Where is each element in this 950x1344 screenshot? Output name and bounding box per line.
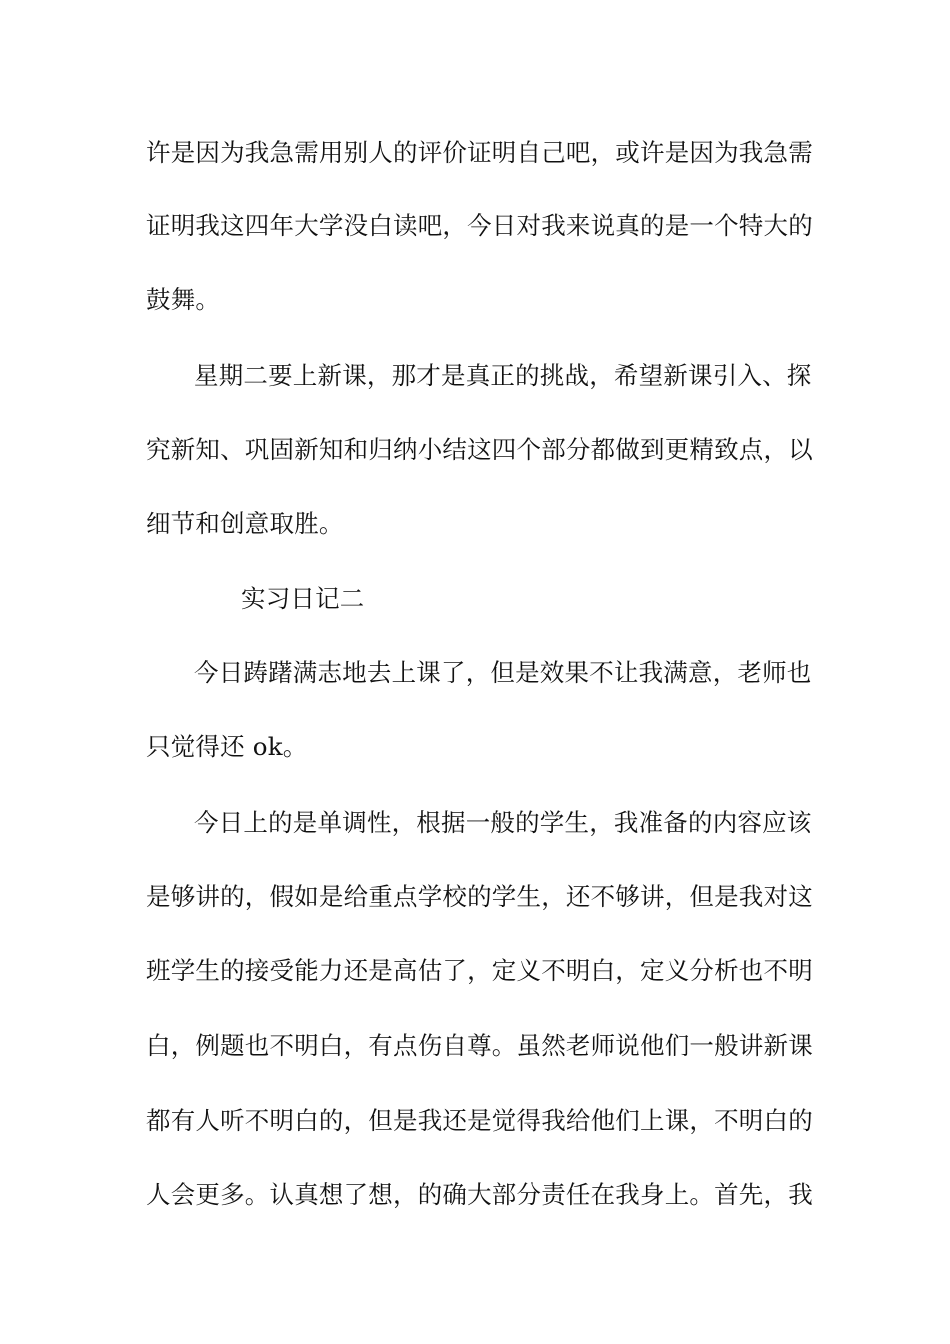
- text-line: 班学生的接受能力还是高估了，定义不明白，定义分析也不明: [146, 956, 813, 985]
- text-line: 星期二要上新课，那才是真正的挑战，希望新课引入、探: [194, 361, 812, 390]
- text-line: 今日踌躇满志地去上课了，但是效果不让我满意，老师也: [194, 658, 812, 687]
- text-line: 都有人听不明白的，但是我还是觉得我给他们上课，不明白的: [146, 1106, 813, 1135]
- text-line: 白，例题也不明白，有点伤自尊。虽然老师说他们一般讲新课: [146, 1031, 813, 1060]
- text-line: 只觉得还 ok。: [146, 732, 308, 761]
- text-line: 是够讲的，假如是给重点学校的学生，还不够讲，但是我对这: [146, 882, 813, 911]
- text-line: 人会更多。认真想了想，的确大部分责任在我身上。首先，我: [146, 1180, 813, 1209]
- text-line: 今日上的是单调性，根据一般的学生，我准备的内容应该: [194, 808, 812, 837]
- text-line: 细节和创意取胜。: [146, 509, 344, 538]
- text-line: 究新知、巩固新知和归纳小结这四个部分都做到更精致点，以: [146, 435, 813, 464]
- text-line: 鼓舞。: [146, 285, 221, 314]
- text-line: 证明我这四年大学没白读吧，今日对我来说真的是一个特大的: [146, 211, 813, 240]
- text-line: 许是因为我急需用别人的评价证明自己吧，或许是因为我急需: [146, 138, 813, 167]
- section-heading: 实习日记二: [241, 584, 365, 613]
